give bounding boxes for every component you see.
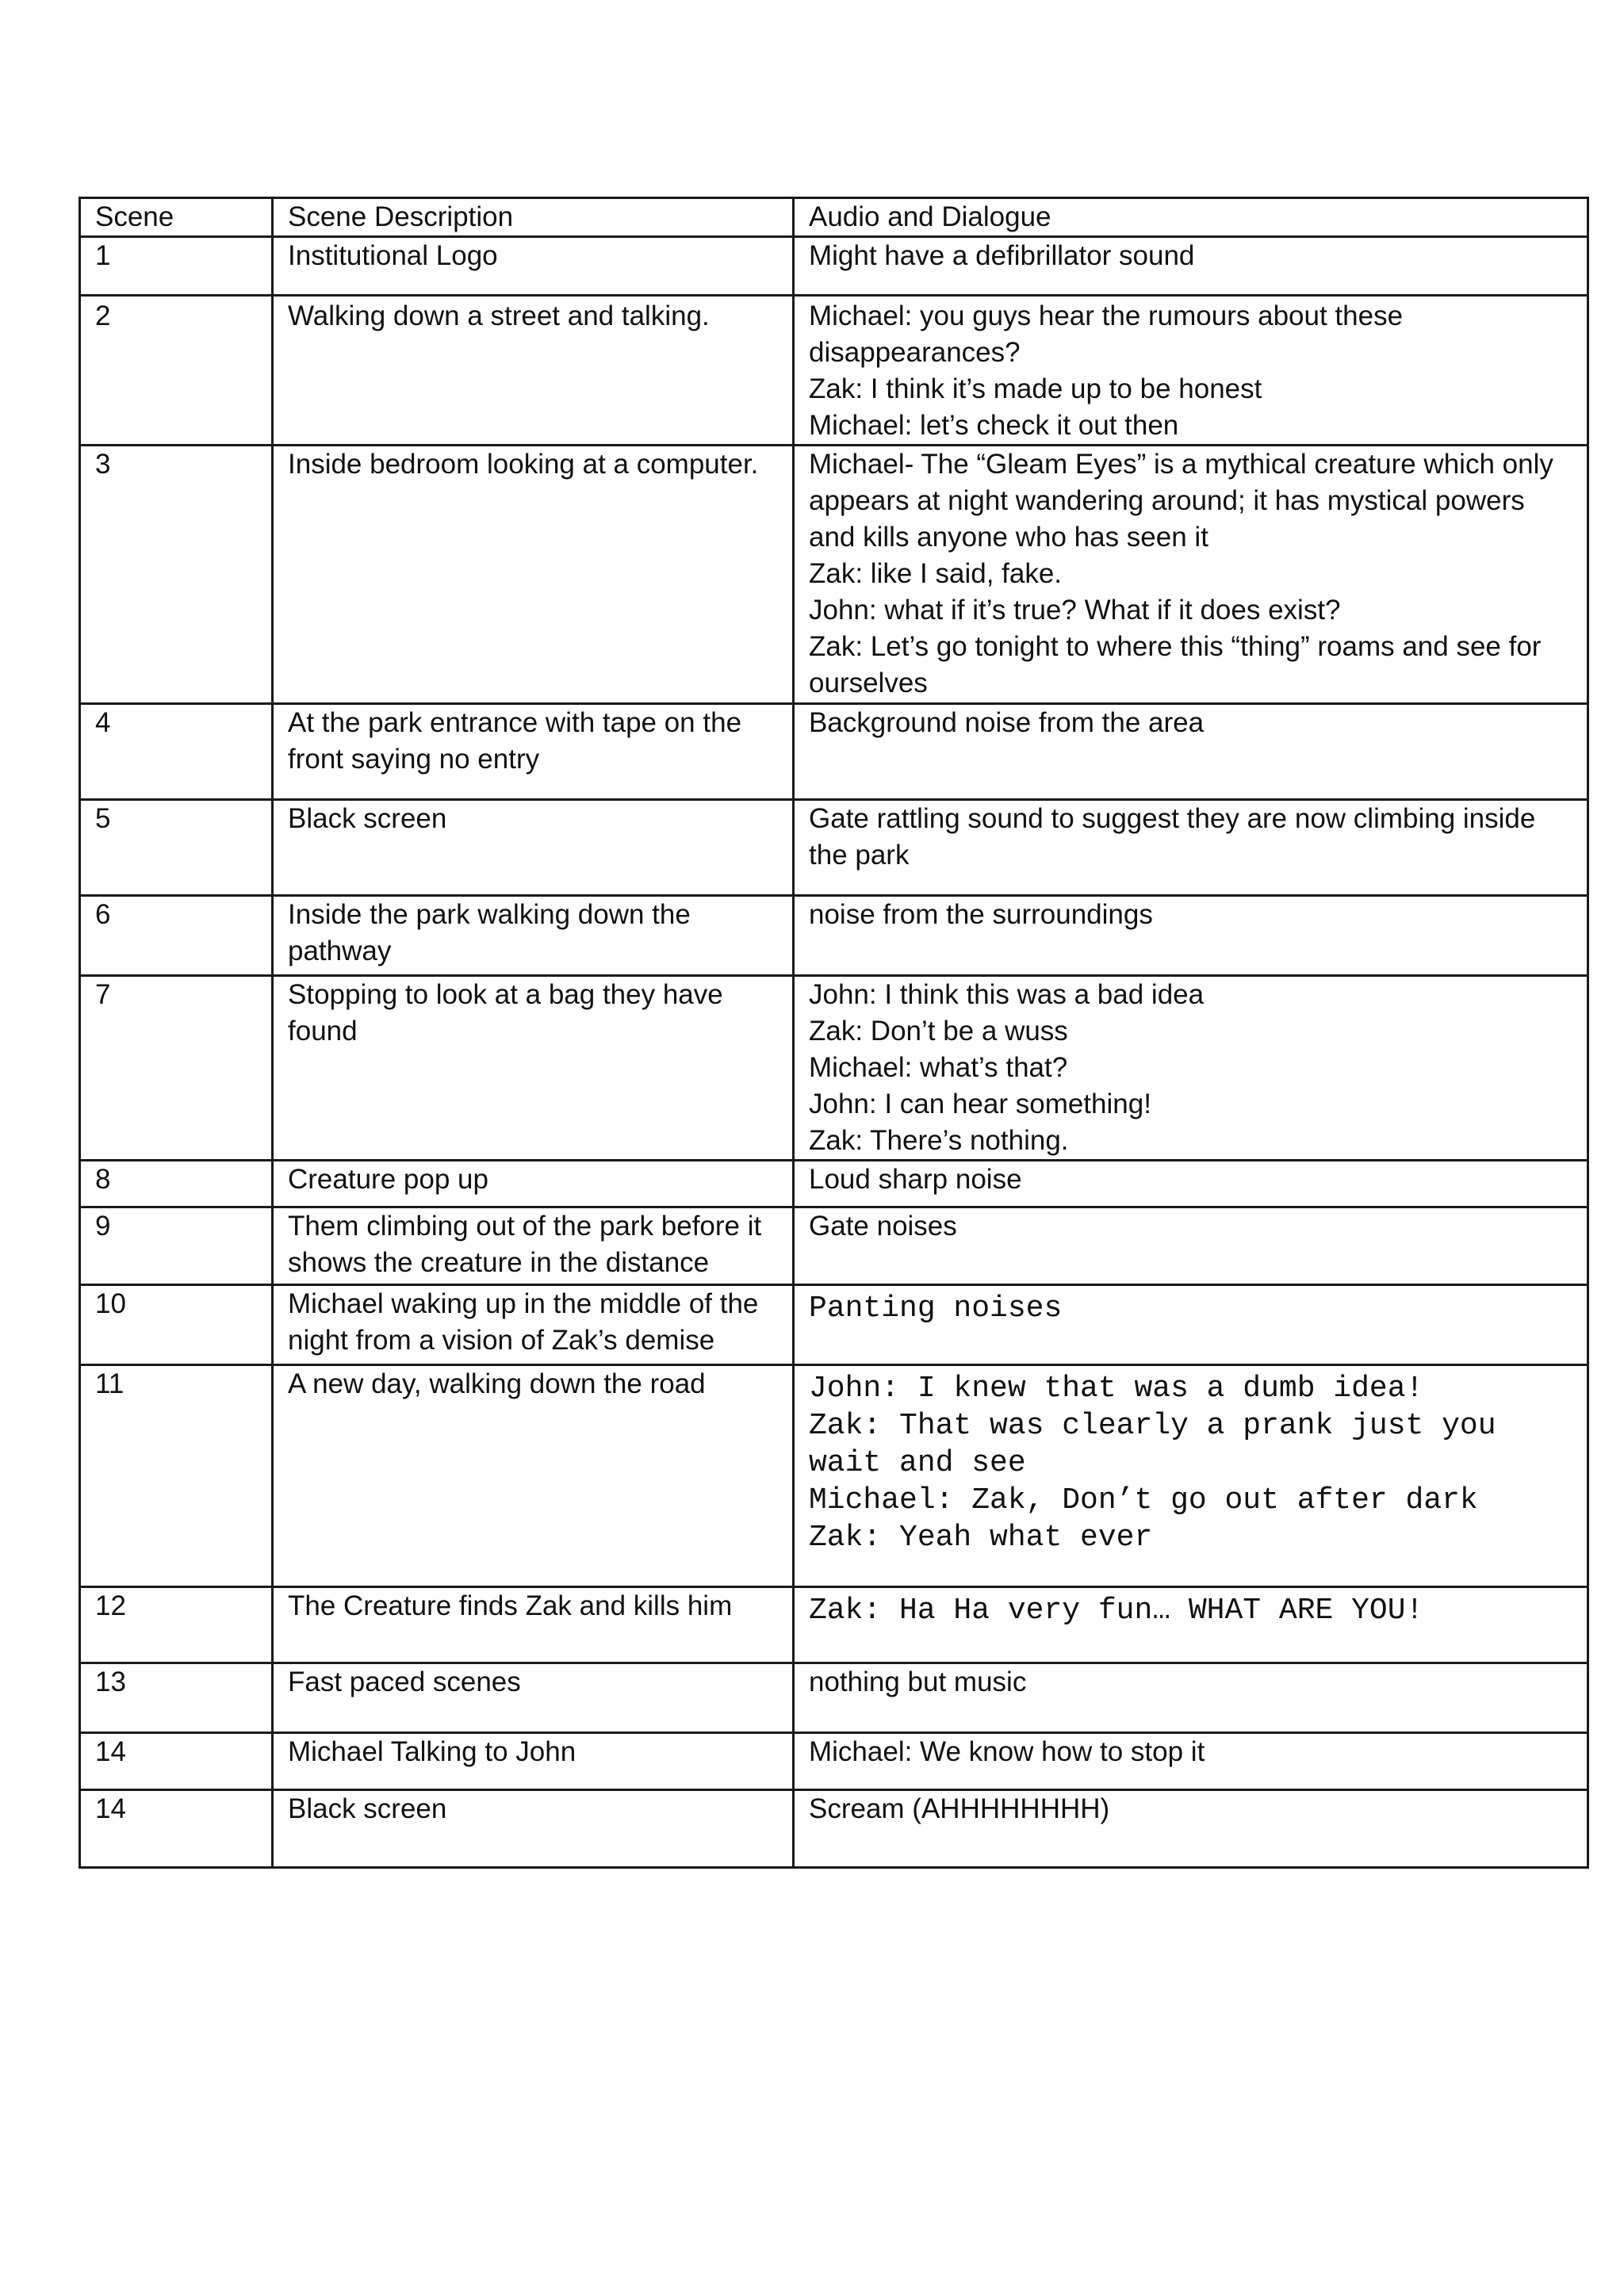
table-row <box>80 446 1588 704</box>
scene-number: 1 <box>80 237 273 296</box>
scene-description: Black screen <box>273 800 794 896</box>
scene-description: Stopping to look at a bag they have found <box>273 976 794 1161</box>
scene-audio: Gate rattling sound to suggest they are now climbing inside the park <box>794 800 1588 896</box>
scene-description: Michael waking up in the middle of the night from a vision of Zak’s demise <box>273 1285 794 1365</box>
scene-audio: Scream (AHHHHHHHH) <box>794 1790 1588 1868</box>
scene-audio: Zak: Ha Ha very fun… WHAT ARE YOU! <box>794 1587 1588 1663</box>
scene-number: 4 <box>80 704 273 800</box>
table-row <box>80 1161 1588 1207</box>
scene-number: 9 <box>80 1207 273 1285</box>
scene-number: 13 <box>80 1663 273 1733</box>
scene-description: Walking down a street and talking. <box>273 296 794 446</box>
scene-number: 10 <box>80 1285 273 1365</box>
scene-audio: Gate noises <box>794 1207 1588 1285</box>
scene-number: 2 <box>80 296 273 446</box>
header-audio: Audio and Dialogue <box>794 198 1588 237</box>
scene-audio: Background noise from the area <box>794 704 1588 800</box>
scene-audio: noise from the surroundings <box>794 896 1588 976</box>
table-header-row <box>80 198 1588 237</box>
table-row <box>80 237 1588 296</box>
table-row <box>80 976 1588 1161</box>
table-row <box>80 800 1588 896</box>
scene-description: Creature pop up <box>273 1161 794 1207</box>
table-row <box>80 1365 1588 1587</box>
scene-audio: Loud sharp noise <box>794 1161 1588 1207</box>
scene-description: A new day, walking down the road <box>273 1365 794 1587</box>
scene-number: 3 <box>80 446 273 704</box>
scene-audio: Panting noises <box>794 1285 1588 1365</box>
scene-description: Inside bedroom looking at a computer. <box>273 446 794 704</box>
scene-number: 8 <box>80 1161 273 1207</box>
table-row <box>80 296 1588 446</box>
table-row <box>80 1207 1588 1285</box>
scene-description: Inside the park walking down the pathway <box>273 896 794 976</box>
script-table <box>79 197 1589 1869</box>
scene-audio: Michael: you guys hear the rumours about these disappearances? Zak: I think it’s made up to be honest Michael: let’s check it out then <box>794 296 1588 446</box>
scene-audio: Might have a defibrillator sound <box>794 237 1588 296</box>
scene-description: At the park entrance with tape on the front saying no entry <box>273 704 794 800</box>
scene-description: The Creature finds Zak and kills him <box>273 1587 794 1663</box>
table-row <box>80 704 1588 800</box>
scene-description: Fast paced scenes <box>273 1663 794 1733</box>
scene-number: 6 <box>80 896 273 976</box>
scene-description: Black screen <box>273 1790 794 1868</box>
scene-number: 12 <box>80 1587 273 1663</box>
table-row <box>80 1285 1588 1365</box>
scene-audio: John: I think this was a bad idea Zak: Don’t be a wuss Michael: what’s that? John: I can hear something! Zak: There’s nothing. <box>794 976 1588 1161</box>
scene-number: 14 <box>80 1790 273 1868</box>
table-row <box>80 1663 1588 1733</box>
table-row <box>80 1733 1588 1790</box>
scene-description: Them climbing out of the park before it shows the creature in the distance <box>273 1207 794 1285</box>
table-row <box>80 896 1588 976</box>
scene-audio: John: I knew that was a dumb idea! Zak: That was clearly a prank just you wait and see Michael: Zak, Don’t go out after dark Zak: Yeah what ever <box>794 1365 1588 1587</box>
table-row <box>80 1587 1588 1663</box>
scene-number: 11 <box>80 1365 273 1587</box>
scene-number: 5 <box>80 800 273 896</box>
scene-number: 7 <box>80 976 273 1161</box>
scene-audio: Michael: We know how to stop it <box>794 1733 1588 1790</box>
scene-description: Institutional Logo <box>273 237 794 296</box>
table-row <box>80 1790 1588 1868</box>
scene-description: Michael Talking to John <box>273 1733 794 1790</box>
header-scene: Scene <box>80 198 273 237</box>
scene-audio: nothing but music <box>794 1663 1588 1733</box>
header-description: Scene Description <box>273 198 794 237</box>
scene-number: 14 <box>80 1733 273 1790</box>
scene-audio: Michael- The “Gleam Eyes” is a mythical creature which only appears at night wandering around; it has mystical powers and kills anyone who has seen it Zak: like I said, fake. John: what if it’s true? What if it does exist? Zak: Let’s go tonight to where this “thing” roams and see for ourselves <box>794 446 1588 704</box>
